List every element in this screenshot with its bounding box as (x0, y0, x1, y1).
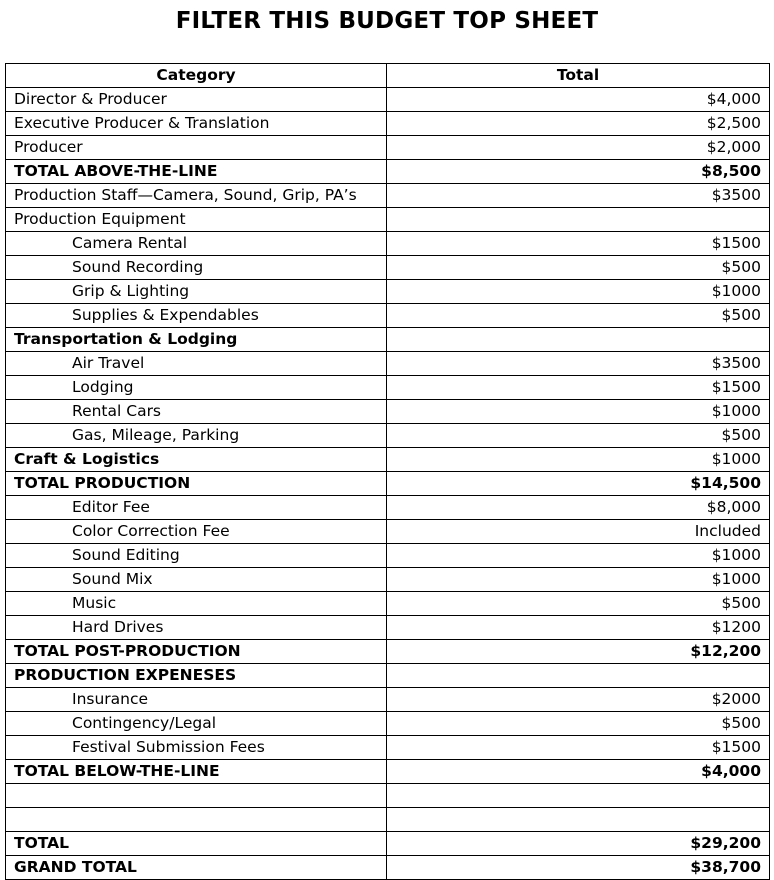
row-total: $8,000 (387, 496, 770, 520)
table-row (6, 136, 770, 160)
row-category: Camera Rental (6, 232, 387, 256)
row-category: Contingency/Legal (6, 712, 387, 736)
row-total: $1000 (387, 448, 770, 472)
total-column-header: Total (387, 64, 770, 88)
table-row (6, 88, 770, 112)
table-body (6, 88, 770, 880)
row-category (6, 784, 387, 808)
row-total: $1500 (387, 232, 770, 256)
page-title: FILTER THIS BUDGET TOP SHEET (175, 8, 599, 34)
row-total: $1000 (387, 280, 770, 304)
table-row (6, 112, 770, 136)
row-total (387, 328, 770, 352)
row-category: Gas, Mileage, Parking (6, 424, 387, 448)
row-category: TOTAL PRODUCTION (6, 472, 387, 496)
table-row (6, 376, 770, 400)
row-total: $29,200 (387, 832, 770, 856)
row-total: $1200 (387, 616, 770, 640)
row-total: $2000 (387, 688, 770, 712)
row-category: Production Equipment (6, 208, 387, 232)
row-category: Director & Producer (6, 88, 387, 112)
table-row (6, 160, 770, 184)
table-row (6, 448, 770, 472)
row-total: $38,700 (387, 856, 770, 880)
table-row (6, 256, 770, 280)
table-row (6, 472, 770, 496)
row-total (387, 664, 770, 688)
row-total: $500 (387, 424, 770, 448)
row-total: $1500 (387, 736, 770, 760)
row-total (387, 784, 770, 808)
row-category: TOTAL BELOW-THE-LINE (6, 760, 387, 784)
row-category: Air Travel (6, 352, 387, 376)
table-row (6, 784, 770, 808)
row-category: TOTAL (6, 832, 387, 856)
row-category: Production Staff—Camera, Sound, Grip, PA’s (6, 184, 387, 208)
row-category: Lodging (6, 376, 387, 400)
table-row (6, 424, 770, 448)
row-total (387, 208, 770, 232)
table-row (6, 544, 770, 568)
table-row (6, 616, 770, 640)
row-total: $500 (387, 592, 770, 616)
table-row (6, 208, 770, 232)
row-total: $500 (387, 712, 770, 736)
row-category: Sound Recording (6, 256, 387, 280)
table-row (6, 832, 770, 856)
table-row (6, 712, 770, 736)
row-total: $12,200 (387, 640, 770, 664)
row-category: Executive Producer & Translation (6, 112, 387, 136)
row-category: Sound Mix (6, 568, 387, 592)
row-total: $3500 (387, 184, 770, 208)
table-row (6, 760, 770, 784)
row-category: TOTAL POST-PRODUCTION (6, 640, 387, 664)
row-total: $2,000 (387, 136, 770, 160)
row-category: Color Correction Fee (6, 520, 387, 544)
row-total: $1000 (387, 400, 770, 424)
row-category: Supplies & Expendables (6, 304, 387, 328)
row-category: Editor Fee (6, 496, 387, 520)
row-category: TOTAL ABOVE-THE-LINE (6, 160, 387, 184)
row-total (387, 808, 770, 832)
table-row (6, 568, 770, 592)
row-category (6, 808, 387, 832)
table-row (6, 856, 770, 880)
row-category: Rental Cars (6, 400, 387, 424)
row-total: $4,000 (387, 88, 770, 112)
table-row (6, 328, 770, 352)
row-category: Festival Submission Fees (6, 736, 387, 760)
row-category: Grip & Lighting (6, 280, 387, 304)
row-category: Music (6, 592, 387, 616)
table-row (6, 808, 770, 832)
row-category: Transportation & Lodging (6, 328, 387, 352)
row-category: Sound Editing (6, 544, 387, 568)
budget-table (5, 63, 770, 880)
row-total: $3500 (387, 352, 770, 376)
row-category: PRODUCTION EXPENESES (6, 664, 387, 688)
row-total: $1500 (387, 376, 770, 400)
table-row (6, 400, 770, 424)
row-total: $1000 (387, 568, 770, 592)
row-total: $2,500 (387, 112, 770, 136)
row-total: $1000 (387, 544, 770, 568)
table-row (6, 664, 770, 688)
row-total: $500 (387, 304, 770, 328)
row-total: $8,500 (387, 160, 770, 184)
row-category: Producer (6, 136, 387, 160)
row-category: Insurance (6, 688, 387, 712)
row-category: Craft & Logistics (6, 448, 387, 472)
row-category: GRAND TOTAL (6, 856, 387, 880)
row-total: $4,000 (387, 760, 770, 784)
row-total: $14,500 (387, 472, 770, 496)
row-total: Included (387, 520, 770, 544)
table-row (6, 352, 770, 376)
table-row (6, 640, 770, 664)
table-row (6, 304, 770, 328)
table-row (6, 736, 770, 760)
table-row (6, 688, 770, 712)
table-row (6, 496, 770, 520)
table-row (6, 520, 770, 544)
category-column-header: Category (6, 64, 387, 88)
table-row (6, 184, 770, 208)
row-category: Hard Drives (6, 616, 387, 640)
table-row (6, 280, 770, 304)
table-header-row (6, 64, 770, 88)
table-row (6, 232, 770, 256)
row-total: $500 (387, 256, 770, 280)
table-row (6, 592, 770, 616)
